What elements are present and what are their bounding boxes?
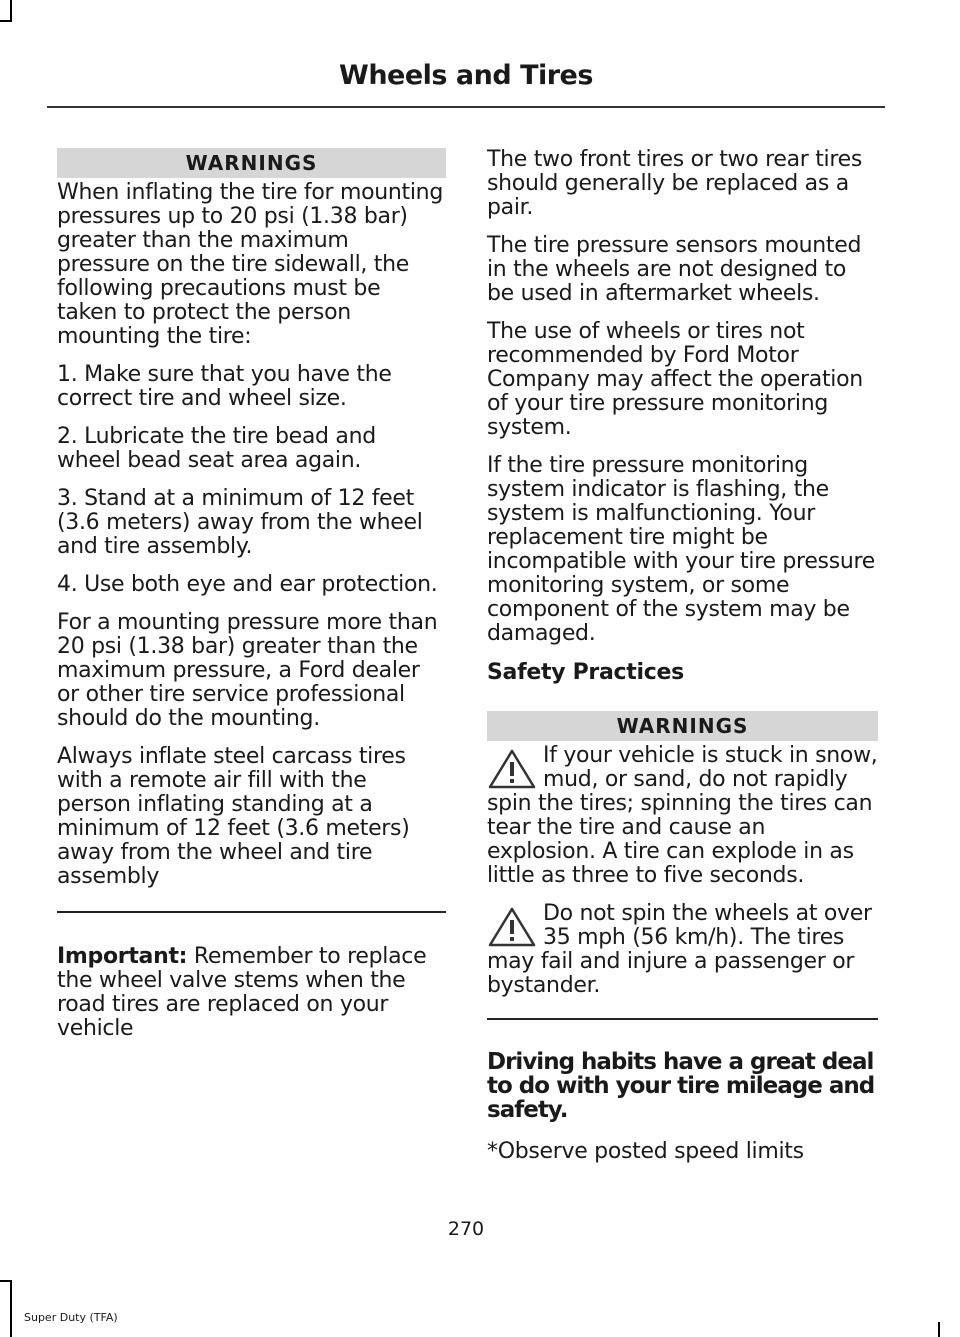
warnings-banner: WARNINGS [57,148,446,178]
paragraph: For a mounting pressure more than 20 psi (1.38 bar) greater than the maximum pressure, a Ford dealer or other tire service professional should do the mounting. [57,610,438,731]
important-label: Important: [57,943,188,969]
paragraph: When inflating the tire for mounting pressures up to 20 psi (1.38 bar) greater than the maximum pressure on the tire sidewall, the following precautions must be taken to protect the person mounting the tire: [57,180,443,349]
left-column [57,148,446,1055]
paragraph: *Observe posted speed limits [487,1138,804,1164]
section-divider [57,911,446,913]
warning-triangle-icon [487,748,537,790]
paragraph: 2. Lubricate the tire bead and wheel bead seat area again. [57,424,376,473]
crop-mark [10,1280,12,1337]
paragraph: 4. Use both eye and ear protection. [57,572,438,597]
paragraph: The tire pressure sensors mounted in the wheels are not designed to be used in aftermarket wheels. [487,233,862,306]
important-note [57,945,446,1041]
crop-mark [0,20,12,22]
paragraph: The use of wheels or tires not recommended by Ford Motor Company may affect the operation of your tire pressure monitoring system. [487,319,863,440]
section-heading: Driving habits have a great deal to do with your tire mileage and safety. [487,1048,875,1123]
paragraph: 1. Make sure that you have the correct tire and wheel size. [57,362,392,411]
paragraph: The two front tires or two rear tires should generally be replaced as a pair. [487,147,862,220]
warning-item [487,902,878,998]
warning-text: Do not spin the wheels at over 35 mph (56 km/h). The tires may fail and injure a passenger or bystander. [487,901,872,998]
footer-model: Super Duty (TFA) [24,1311,118,1324]
crop-mark [0,1280,12,1282]
warning-item [487,744,878,888]
section-divider [487,1018,878,1020]
warning-triangle-icon [487,906,537,948]
page-number: 270 [447,1218,485,1240]
paragraph: 3. Stand at a minimum of 12 feet (3.6 meters) away from the wheel and tire assembly. [57,486,423,559]
crop-mark [10,0,12,22]
crop-mark [938,1322,940,1337]
warnings-banner: WARNINGS [487,711,878,741]
page-title: Wheels and Tires [339,60,593,91]
important-text: Remember to replace the wheel valve stems when the road tires are replaced on your vehicle [57,943,427,1041]
paragraph: Always inflate steel carcass tires with a remote air fill with the person inflating standing at a minimum of 12 feet (3.6 meters) away from the wheel and tire assembly [57,744,410,889]
section-heading: Safety Practices [487,660,684,685]
paragraph: If the tire pressure monitoring system indicator is flashing, the system is malfunctioning. Your replacement tire might be incompatible with your tire pressure monitoring system, or some component of the system may be damaged. [487,453,876,646]
warning-text: If your vehicle is stuck in snow, mud, or sand, do not rapidly spin the tires; spinning the tires can tear the tire and cause an explosion. A tire can explode in as little as three to five seconds. [487,743,878,888]
header-divider [47,106,885,108]
right-column [487,148,878,1178]
